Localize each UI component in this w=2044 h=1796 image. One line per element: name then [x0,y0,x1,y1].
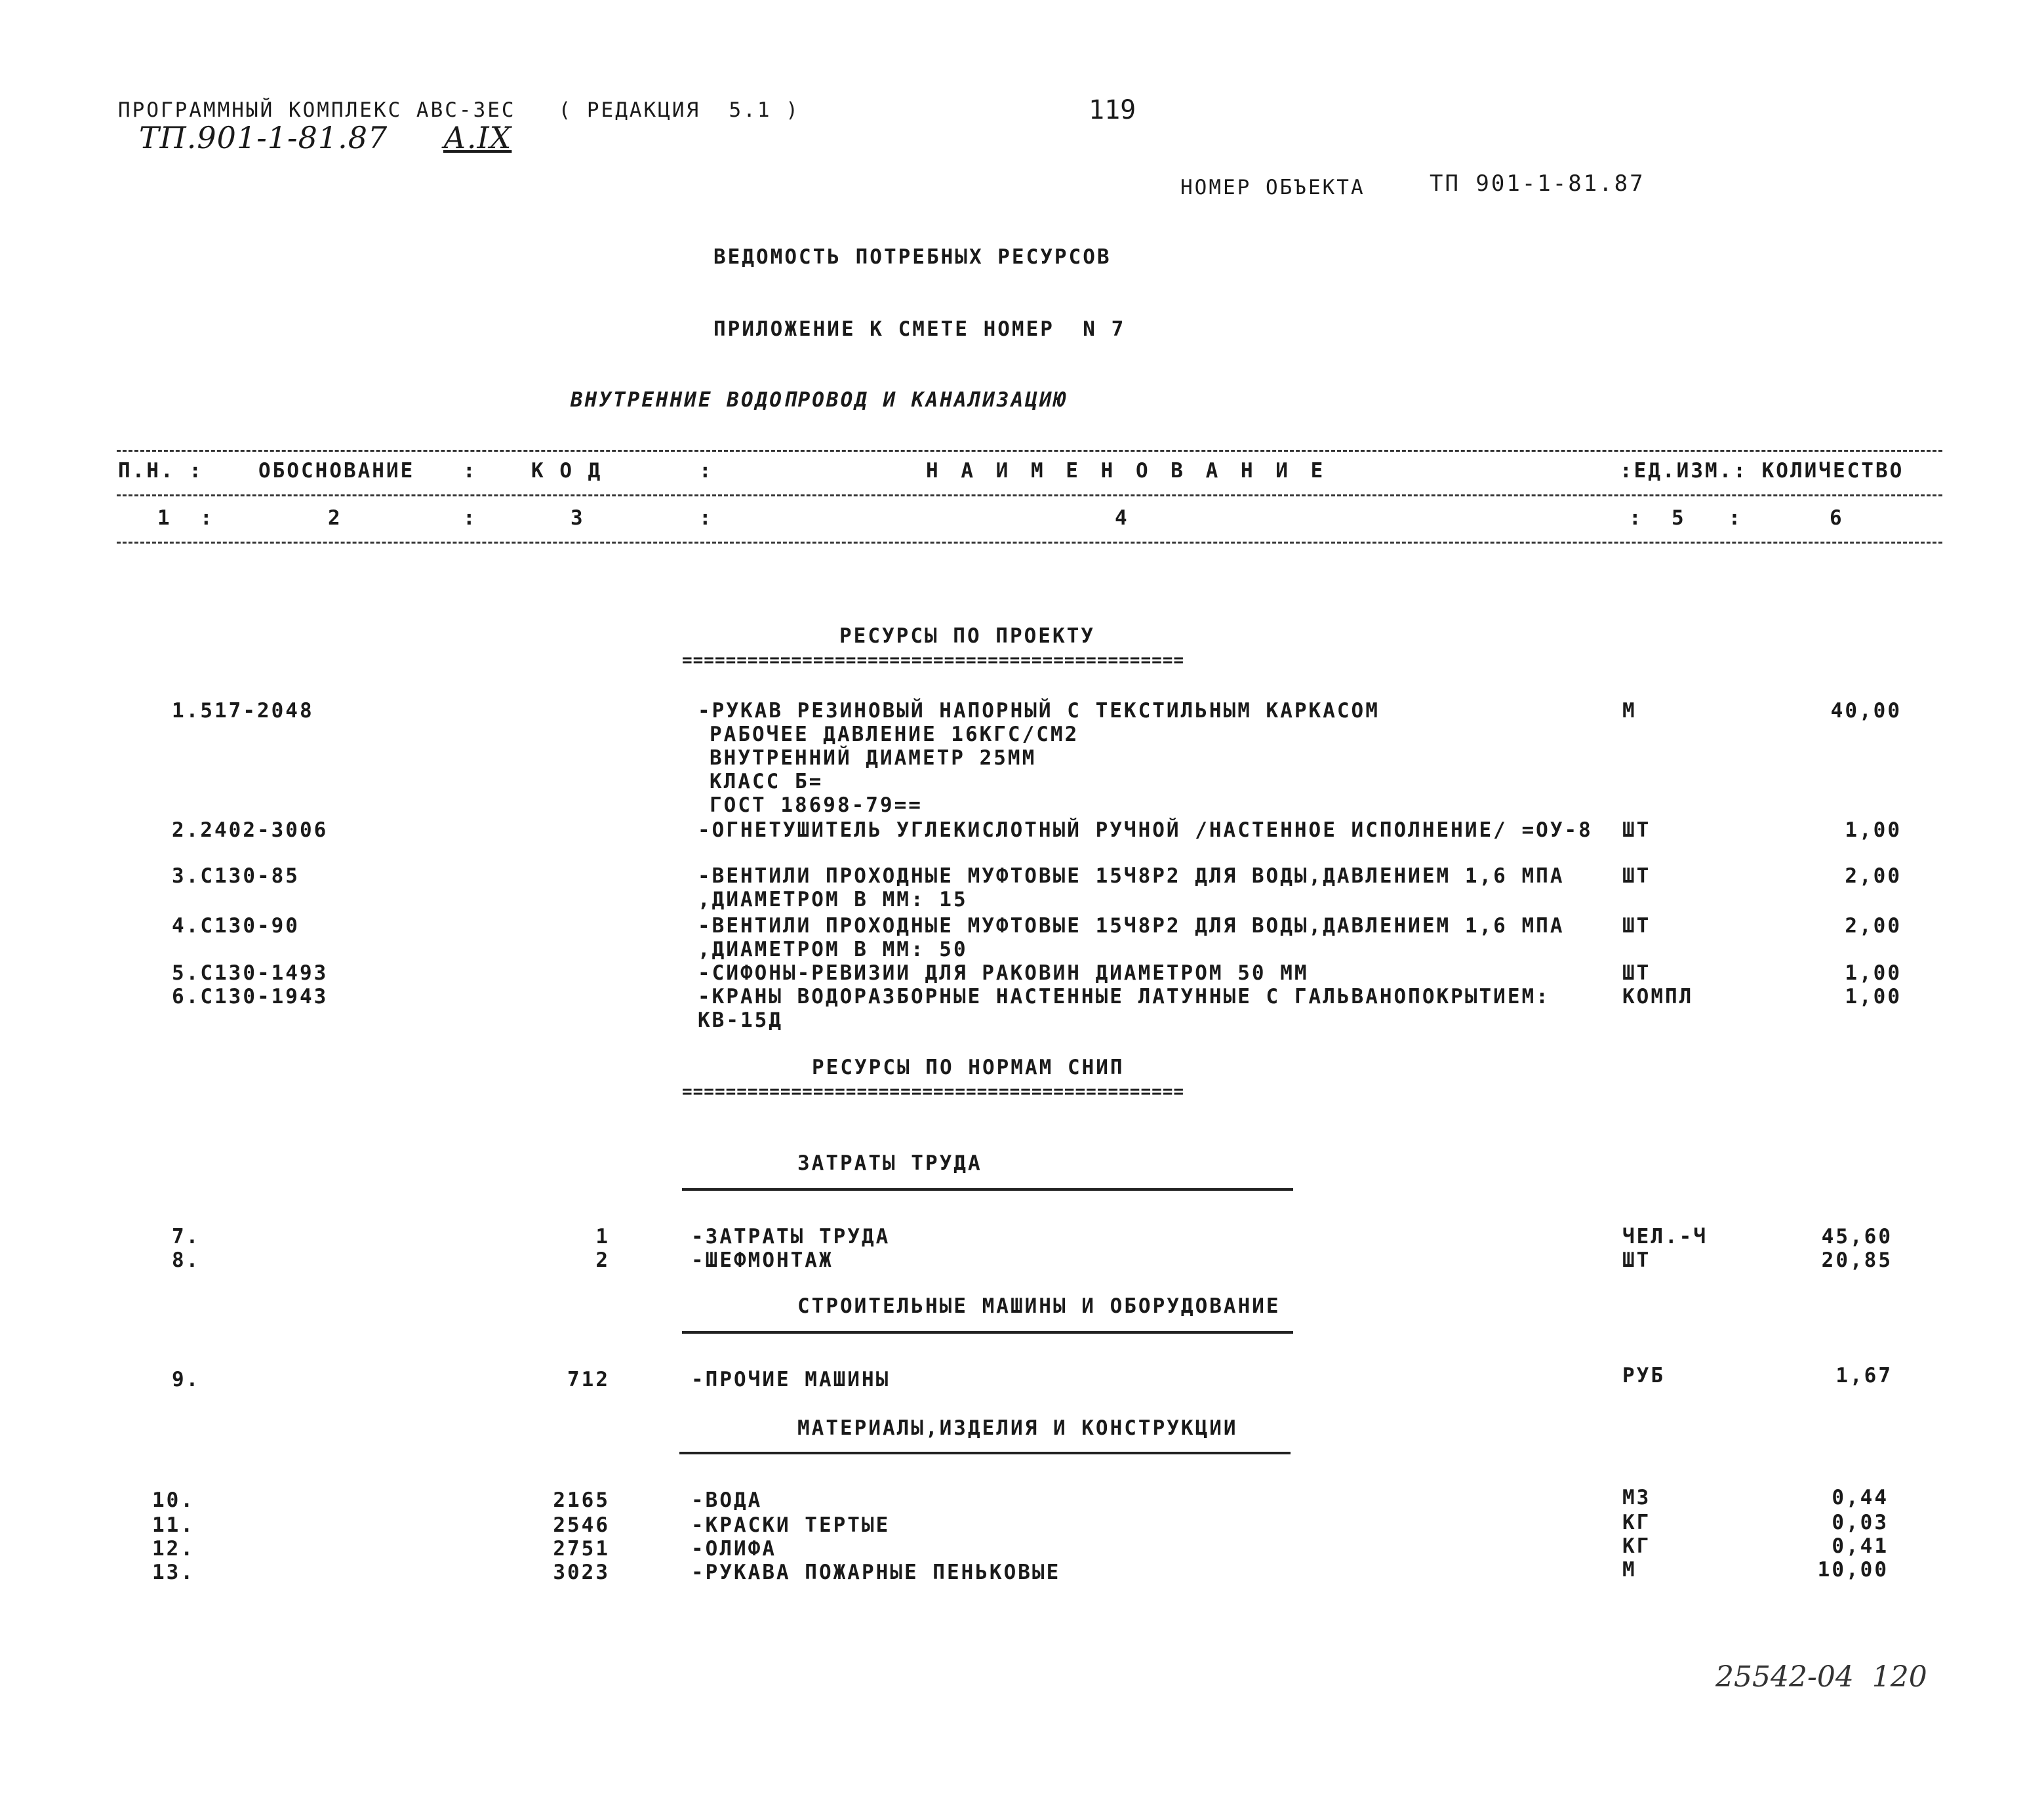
row-quantity: 10,00 [1817,1558,1889,1582]
row-code: 2751 [553,1537,610,1561]
section-labor-underline [682,1188,1293,1191]
program-header: ПРОГРАММНЫЙ КОМПЛЕКС АВС-3ЕС ( РЕДАКЦИЯ 5.1 ) [118,98,800,122]
row-name-line: КЛАСС Б= [710,770,824,793]
row-number: 6.С130-1943 [172,985,329,1008]
row-name-line: ,ДИАМЕТРОМ В ММ: 15 [698,888,968,911]
col-header-number: П.Н. : [118,459,203,483]
row-code: 2546 [553,1513,610,1537]
row-name: -ВОДА [691,1488,763,1512]
col-header-sep-1: : [463,459,477,483]
row-unit: М [1622,699,1637,723]
row-name-line: ВНУТРЕННИЙ ДИАМЕТР 25ММ [710,746,1037,770]
row-unit: РУБ [1622,1364,1665,1387]
section-snip-heading: РЕСУРСЫ ПО НОРМАМ СНИП [812,1056,1125,1079]
row-number: 7. [172,1225,201,1248]
row-name-line: -КРАНЫ ВОДОРАЗБОРНЫЕ НАСТЕННЫЕ ЛАТУННЫЕ С ГАЛЬВАНОПОКРЫТИЕМ: [698,985,1550,1008]
row-name-line: -СИФОНЫ-РЕВИЗИИ ДЛЯ РАКОВИН ДИАМЕТРОМ 50 ММ [698,961,1309,985]
section-machines-heading: СТРОИТЕЛЬНЫЕ МАШИНЫ И ОБОРУДОВАНИЕ [797,1294,1281,1318]
row-name-line: -ОГНЕТУШИТЕЛЬ УГЛЕКИСЛОТНЫЙ РУЧНОЙ /НАСТЕННОЕ ИСПОЛНЕНИЕ/ =ОУ-8 [698,818,1593,842]
col-num-2: 2 [328,506,342,530]
row-unit: ШТ [1622,1248,1651,1272]
row-quantity: 0,41 [1832,1534,1889,1558]
row-name-line: ГОСТ 18698-79== [710,793,923,817]
col-header-basis: ОБОСНОВАНИЕ [258,459,415,483]
object-value: ТП 901-1-81.87 [1430,170,1645,197]
col-num-1: 1 : [157,506,214,530]
row-name-line: РАБОЧЕЕ ДАВЛЕНИЕ 16КГС/СМ2 [710,723,1079,746]
row-number: 12. [152,1537,195,1561]
row-quantity: 1,00 [1845,985,1902,1008]
row-name: -РУКАВА ПОЖАРНЫЕ ПЕНЬКОВЫЕ [691,1561,1061,1584]
title-section: ВНУТРЕННИЕ ВОДОПРОВОД И КАНАЛИЗАЦИЮ [571,388,1068,412]
section-materials-underline [679,1452,1291,1454]
table-rule-bottom [117,542,1942,544]
section-machines-underline [682,1331,1293,1334]
row-number: 4.С130-90 [172,914,300,938]
table-rule-top [117,450,1942,452]
row-name: -КРАСКИ ТЕРТЫЕ [691,1513,891,1537]
handwritten-stamp-number: 25542-04 120 [1715,1660,1927,1694]
col-num-4: 4 [1115,506,1129,530]
section-project-heading: РЕСУРСЫ ПО ПРОЕКТУ [839,624,1095,648]
col-header-name: Н А И М Е Н О В А Н И Е [926,459,1329,483]
col-header-unit-qty: :ЕД.ИЗМ.: КОЛИЧЕСТВО [1620,459,1904,483]
page-number: 119 [1089,95,1136,125]
row-unit: ШТ [1622,818,1651,842]
row-number: 13. [152,1561,195,1584]
row-quantity: 2,00 [1845,864,1902,888]
row-quantity: 0,03 [1832,1511,1889,1534]
row-number: 10. [152,1488,195,1512]
row-quantity: 1,67 [1835,1364,1893,1387]
row-unit: КГ [1622,1511,1651,1534]
row-name-line: КВ-15Д [698,1008,783,1032]
row-quantity: 2,00 [1845,914,1902,938]
row-name-line: -РУКАВ РЕЗИНОВЫЙ НАПОРНЫЙ С ТЕКСТИЛЬНЫМ КАРКАСОМ [698,699,1380,723]
col-num-sep-2: : [699,506,713,530]
row-code: 2 [595,1248,610,1272]
row-number: 3.С130-85 [172,864,300,888]
row-number: 2.2402-3006 [172,818,329,842]
row-number: 9. [172,1368,201,1391]
row-unit: КОМПЛ [1622,985,1694,1008]
row-quantity: 1,00 [1845,818,1902,842]
row-quantity: 20,85 [1821,1248,1893,1272]
col-num-3: 3 [571,506,585,530]
row-number: 5.С130-1493 [172,961,329,985]
col-header-code: К О Д [531,459,603,483]
title-statement: ВЕДОМОСТЬ ПОТРЕБНЫХ РЕСУРСОВ [713,245,1112,269]
row-code: 3023 [553,1561,610,1584]
row-name: -ОЛИФА [691,1537,776,1561]
row-unit: ШТ [1622,914,1651,938]
row-number: 8. [172,1248,201,1272]
row-quantity: 0,44 [1832,1486,1889,1509]
section-snip-double-line: ============================================== [682,1082,1185,1102]
row-code: 712 [567,1368,610,1391]
col-num-6: 6 [1830,506,1844,530]
row-name: -ШЕФМОНТАЖ [691,1248,833,1272]
row-code: 2165 [553,1488,610,1512]
row-unit: КГ [1622,1534,1651,1558]
row-quantity: 1,00 [1845,961,1902,985]
row-unit: М [1622,1558,1637,1582]
title-appendix: ПРИЛОЖЕНИЕ К СМЕТЕ НОМЕР N 7 [713,317,1126,341]
section-labor-heading: ЗАТРАТЫ ТРУДА [797,1151,982,1175]
row-number: 1.517-2048 [172,699,314,723]
row-name: -ЗАТРАТЫ ТРУДА [691,1225,891,1248]
row-name: -ПРОЧИЕ МАШИНЫ [691,1368,891,1391]
album-number: А.IX [443,120,512,155]
col-header-sep-2: : [699,459,713,483]
row-quantity: 40,00 [1830,699,1902,723]
object-label: НОМЕР ОБЪЕКТА [1180,176,1365,199]
row-unit: ШТ [1622,864,1651,888]
section-materials-heading: МАТЕРИАЛЫ,ИЗДЕЛИЯ И КОНСТРУКЦИИ [797,1416,1238,1440]
row-unit: ШТ [1622,961,1651,985]
col-num-sep-1: : [463,506,477,530]
document-code: ТП.901-1-81.87 [139,120,388,155]
row-unit: ЧЕЛ.-Ч [1622,1225,1708,1248]
row-code: 1 [595,1225,610,1248]
row-name-line: ,ДИАМЕТРОМ В ММ: 50 [698,938,968,961]
row-quantity: 45,60 [1821,1225,1893,1248]
col-num-5: : 5 : [1629,506,1743,530]
row-name-line: -ВЕНТИЛИ ПРОХОДНЫЕ МУФТОВЫЕ 15Ч8Р2 ДЛЯ ВОДЫ,ДАВЛЕНИЕМ 1,6 МПА [698,864,1565,888]
row-name-line: -ВЕНТИЛИ ПРОХОДНЫЕ МУФТОВЫЕ 15Ч8Р2 ДЛЯ ВОДЫ,ДАВЛЕНИЕМ 1,6 МПА [698,914,1565,938]
row-unit: М3 [1622,1486,1651,1509]
section-project-double-line: ============================================== [682,650,1185,670]
row-number: 11. [152,1513,195,1537]
table-rule-mid [117,494,1942,496]
